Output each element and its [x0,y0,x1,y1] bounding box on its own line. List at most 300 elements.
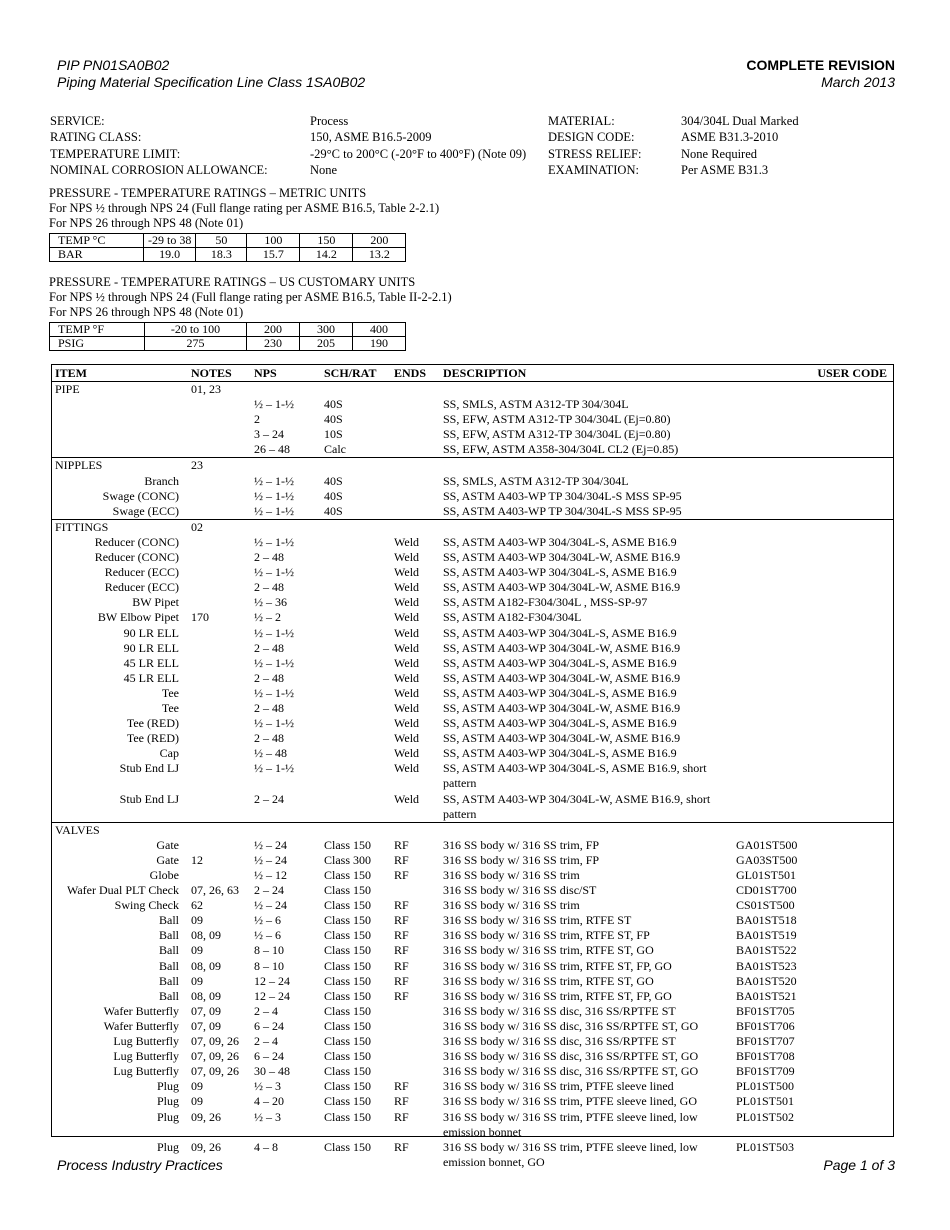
nps-cell: 2 – 48 [254,640,284,655]
user-code-cell [736,701,893,716]
nps-cell: ½ – 24 [254,852,287,867]
sch-rat-cell [324,671,394,686]
table-cell: 200 [353,234,406,248]
sch-rat-cell [324,626,394,641]
user-code-cell [736,641,893,656]
ends-cell: RF [394,1139,409,1154]
description-cell: SS, ASTM A403-WP 304/304L-S, ASME B16.9 [443,625,677,640]
notes-cell: 23 [191,458,254,474]
description-cell: 316 SS body w/ 316 SS trim, RTFE ST, FP, GO [443,988,672,1003]
table-row [52,959,893,974]
nps-cell: 30 – 48 [254,1064,290,1079]
user-code-cell: BA01ST521 [736,988,797,1003]
description-cell: 316 SS body w/ 316 SS trim, RTFE ST, FP [443,928,650,943]
nps-cell: 4 – 8 [254,1139,278,1154]
item-cell: BW Pipet [132,595,179,610]
description-cell: SS, ASTM A403-WP 304/304L-S, ASME B16.9 [443,716,677,731]
table-cell: 18.3 [196,248,247,262]
table-row [52,761,893,791]
item-cell: VALVES [52,822,191,838]
nps-cell: ½ – 2 [254,610,281,625]
user-code-cell: PL01ST503 [736,1139,795,1154]
table-cell: TEMP °F [50,323,145,337]
table-row [52,610,893,625]
item-cell: Globe [149,868,179,882]
ends-cell: RF [394,1079,409,1094]
notes-cell [191,504,254,520]
notes-cell [191,686,254,701]
ends-cell: Weld [394,610,420,625]
sch-rat-cell: Class 150 [324,898,372,913]
table-row [52,1079,893,1094]
user-code-cell: GA01ST500 [736,837,798,852]
table-row [52,1064,893,1079]
ends-cell [394,474,443,489]
rating-class-value: 150, ASME B16.5-2009 [310,130,432,145]
ends-cell [394,1034,443,1049]
nps-cell: ½ – 1-½ [254,565,294,580]
item-cell: Ball [159,943,179,958]
table-row [52,519,893,535]
notes-cell: 07, 09, 26 [191,1064,239,1079]
description-cell: SS, ASTM A403-WP 304/304L-S, ASME B16.9, short pattern [443,761,707,791]
description-cell: SS, ASTM A403-WP TP 304/304L-S MSS SP-95 [443,503,682,518]
description-cell: SS, ASTM A403-WP 304/304L-W, ASME B16.9 [443,550,681,565]
item-cell: NIPPLES [52,458,191,474]
description-cell: 316 SS body w/ 316 SS trim, RTFE ST, GO [443,973,654,988]
description-cell: SS, ASTM A403-WP 304/304L-S, ASME B16.9 [443,685,677,700]
info-left-values [310,113,526,179]
item-cell: Cap [159,746,179,761]
description-cell: SS, ASTM A403-WP TP 304/304L-S MSS SP-95 [443,488,682,503]
notes-cell: 09, 26 [191,1109,221,1124]
description-cell: SS, ASTM A403-WP 304/304L-W, ASME B16.9 [443,700,681,715]
notes-cell [191,580,254,595]
ends-cell [394,883,443,898]
nps-cell: 2 – 4 [254,1034,278,1049]
user-code-cell [736,580,893,595]
item-cell: Swage (CONC) [102,488,179,503]
description-cell: SS, SMLS, ASTM A312-TP 304/304L [443,397,629,412]
user-code-cell [736,746,893,761]
ends-cell: RF [394,1109,409,1124]
notes-cell [191,761,254,791]
ends-cell: Weld [394,716,420,731]
table-row [52,822,893,838]
description-cell [443,519,736,535]
notes-cell: 08, 09 [191,988,221,1003]
notes-cell [191,671,254,686]
user-code-cell [736,656,893,671]
description-cell: SS, ASTM A403-WP 304/304L-S, ASME B16.9 [443,655,677,670]
nps-cell: ½ – 6 [254,913,281,928]
user-code-cell: BA01ST523 [736,958,797,973]
design-code-label: DESIGN CODE: [548,130,635,145]
nps-cell: 2 – 24 [254,791,284,806]
pt-us-title: PRESSURE - TEMPERATURE RATINGS – US CUSTOMARY UNITS [49,275,416,289]
item-cell: Gate [156,852,179,867]
ends-cell: Weld [394,534,420,549]
user-code-cell [736,761,893,791]
ends-cell: RF [394,958,409,973]
sch-rat-cell: Class 150 [324,913,372,928]
nps-cell: ½ – 24 [254,837,287,852]
user-code-cell: GL01ST501 [736,868,796,882]
description-cell: 316 SS body w/ 316 SS trim, PTFE sleeve lined, low emission bonnet [443,1109,698,1139]
table-cell: PSIG [50,337,145,351]
description-cell: 316 SS body w/ 316 SS disc, 316 SS/RPTFE ST [443,1003,676,1018]
table-row [52,474,893,489]
nps-cell [254,458,324,474]
description-cell: 316 SS body w/ 316 SS trim [443,898,580,913]
table-cell: -20 to 100 [145,323,247,337]
sch-rat-cell [324,731,394,746]
document-header-right [746,57,895,91]
user-code-cell [736,626,893,641]
nps-cell: ½ – 1-½ [254,473,294,488]
user-code-cell [736,504,893,520]
description-cell: SS, ASTM A182-F304/304L [443,610,582,625]
table-row [52,671,893,686]
item-cell: Lug Butterfly [113,1034,179,1049]
ends-cell: Weld [394,655,420,670]
table-cell: 190 [353,337,406,351]
table-row [52,974,893,989]
user-code-cell: PL01ST500 [736,1079,795,1094]
description-cell [443,822,736,838]
table-row [52,989,893,1004]
table-row [52,838,893,853]
table-cell: BAR [50,248,144,262]
notes-cell: 07, 09 [191,1003,221,1018]
user-code-cell [736,822,893,838]
doc-id: PIP PN01SA0B02 [57,57,170,73]
design-code-value: ASME B31.3-2010 [681,130,779,145]
col-header-notes: NOTES [191,365,254,382]
notes-cell [191,550,254,565]
sch-rat-cell: Class 150 [324,1079,372,1094]
table-row [52,397,893,412]
table-row [52,792,893,823]
ends-cell [394,412,443,427]
user-code-cell: BA01ST522 [736,943,797,958]
description-cell: 316 SS body w/ 316 SS trim, RTFE ST, FP, GO [443,958,672,973]
description-cell [443,382,736,398]
user-code-cell: CS01ST500 [736,898,795,913]
item-cell [52,397,191,412]
notes-cell: 08, 09 [191,928,221,943]
table-cell: 19.0 [144,248,196,262]
nps-cell: 6 – 24 [254,1018,284,1033]
notes-cell [191,442,254,458]
table-row [52,641,893,656]
table-row [52,427,893,442]
table-row [52,1094,893,1109]
item-cell: Tee (RED) [126,716,179,731]
item-cell: Tee [161,685,179,700]
doc-title: Piping Material Specification Line Class 1SA0B02 [57,74,366,90]
description-cell [443,458,736,474]
nps-cell: ½ – 24 [254,898,287,913]
item-cell: Swing Check [114,898,179,913]
table-body [52,382,893,1170]
nps-cell: 8 – 10 [254,958,284,973]
nps-cell: 2 [254,412,260,427]
item-cell: Gate [156,837,179,852]
table-row [52,442,893,458]
col-header-sch-rat: SCH/RAT [324,365,394,382]
sch-rat-cell: Class 150 [324,1094,372,1109]
notes-cell: 09 [191,913,203,928]
sch-rat-cell [324,716,394,731]
document-header-left [57,57,365,91]
item-cell [52,442,191,458]
ends-cell [394,519,443,535]
sch-rat-cell: Calc [324,442,346,457]
notes-cell: 62 [191,898,203,913]
table-row [52,943,893,958]
table-cell: 150 [300,234,353,248]
ends-cell: RF [394,852,409,867]
examination-value: Per ASME B31.3 [681,163,769,178]
ends-cell: RF [394,913,409,928]
sch-rat-cell [324,701,394,716]
nps-cell: ½ – 3 [254,1079,281,1094]
user-code-cell [736,716,893,731]
table-row [52,731,893,746]
item-cell: Plug [156,1094,179,1109]
nps-cell: ½ – 1-½ [254,655,294,670]
table-row [52,565,893,580]
table-row [52,550,893,565]
ends-cell: RF [394,837,409,852]
table-row [52,580,893,595]
sch-rat-cell: Class 300 [324,852,372,867]
table-cell: 50 [196,234,247,248]
ends-cell: RF [394,898,409,913]
user-code-cell: BA01ST518 [736,913,797,928]
sch-rat-cell [324,565,394,580]
sch-rat-cell: Class 150 [324,1109,372,1124]
col-header-item: ITEM [52,365,191,382]
description-cell: 316 SS body w/ 316 SS trim, RTFE ST [443,913,632,928]
sch-rat-cell: Class 150 [324,943,372,958]
user-code-cell [736,458,893,474]
item-cell: Plug [156,1139,179,1154]
sch-rat-cell [324,580,394,595]
description-cell: SS, ASTM A403-WP 304/304L-S, ASME B16.9 [443,534,677,549]
user-code-cell: BF01ST707 [736,1034,795,1049]
pt-metric-line1: For NPS ½ through NPS 24 (Full flange rating per ASME B16.5, Table 2-2.1) [49,201,440,215]
table-row [52,868,893,883]
table-cell: 100 [247,234,300,248]
user-code-cell [736,792,893,823]
service-value: Process [310,114,349,128]
sch-rat-cell [324,382,394,398]
notes-cell [191,822,254,838]
notes-cell [191,641,254,656]
pt-metric-section [49,186,439,262]
user-code-cell [736,535,893,550]
notes-cell: 01, 23 [191,382,221,396]
sch-rat-cell [324,610,394,625]
pt-metric-pressure-row [50,248,406,262]
sch-rat-cell: Class 150 [324,1049,372,1064]
notes-cell [191,701,254,716]
table-row [52,504,893,520]
item-cell: Wafer Butterfly [103,1018,179,1033]
sch-rat-cell: Class 150 [324,837,372,852]
user-code-cell: PL01ST501 [736,1094,795,1109]
service-label: SERVICE: [50,114,105,128]
nps-cell: ½ – 6 [254,928,281,943]
sch-rat-cell: Class 150 [324,928,372,943]
table-row [52,412,893,427]
user-code-cell: BF01ST706 [736,1018,795,1033]
stress-relief-value: None Required [681,146,758,161]
nps-cell [254,519,324,535]
item-cell: 90 LR ELL [123,625,179,640]
item-cell: Swage (ECC) [112,503,179,518]
nps-cell [254,382,324,398]
description-cell: 316 SS body w/ 316 SS disc/ST [443,883,597,898]
notes-cell: 07, 09 [191,1018,221,1033]
sch-rat-cell: 40S [324,503,343,518]
description-cell: 316 SS body w/ 316 SS trim, RTFE ST, GO [443,943,654,958]
ends-cell: Weld [394,595,420,610]
notes-cell: 09 [191,1094,203,1109]
table-cell: 15.7 [247,248,300,262]
sch-rat-cell: Class 150 [324,973,372,988]
notes-cell [191,565,254,580]
item-cell: 90 LR ELL [123,640,179,655]
table-row [52,686,893,701]
description-cell: 316 SS body w/ 316 SS disc, 316 SS/RPTFE ST, GO [443,1064,699,1079]
nps-cell: 2 – 48 [254,700,284,715]
table-row [52,1004,893,1019]
table-row [52,913,893,928]
pt-us-section [49,275,452,351]
ends-cell: Weld [394,625,420,640]
table-row [52,382,893,398]
item-cell: Ball [159,958,179,973]
user-code-cell [736,686,893,701]
table-row [52,746,893,761]
item-cell: Lug Butterfly [113,1049,179,1064]
description-cell: 316 SS body w/ 316 SS disc, 316 SS/RPTFE ST [443,1034,676,1049]
ends-cell [394,1049,443,1064]
notes-cell: 170 [191,610,209,625]
nps-cell: 2 – 48 [254,670,284,685]
description-cell: SS, ASTM A403-WP 304/304L-W, ASME B16.9 [443,640,681,655]
corrosion-allowance-label: NOMINAL CORROSION ALLOWANCE: [50,163,268,178]
temperature-limit-label: TEMPERATURE LIMIT: [50,146,181,161]
table-row [52,1034,893,1049]
info-left-labels [50,113,268,179]
table-row [52,898,893,913]
notes-cell [191,656,254,671]
notes-cell: 07, 26, 63 [191,883,239,898]
pt-metric-temp-row [50,234,406,248]
pt-us-line1: For NPS ½ through NPS 24 (Full flange rating per ASME B16.5, Table II-2-2.1) [49,290,452,304]
table-row [52,853,893,868]
sch-rat-cell: Class 150 [324,883,372,898]
sch-rat-cell [324,686,394,701]
sch-rat-cell [324,792,394,823]
col-header-ends: ENDS [394,365,443,382]
table-row [52,595,893,610]
notes-cell [191,731,254,746]
ends-cell: Weld [394,761,420,776]
item-cell [52,427,191,442]
item-cell: Tee (RED) [126,731,179,746]
notes-cell [191,397,254,412]
item-cell: Stub End LJ [119,791,179,806]
item-cell: Plug [156,1079,179,1094]
nps-cell: 2 – 4 [254,1003,278,1018]
notes-cell [191,595,254,610]
ends-cell [394,427,443,442]
item-cell: Branch [144,473,179,488]
item-cell: Wafer Butterfly [103,1003,179,1018]
sch-rat-cell: Class 150 [324,1018,372,1033]
description-cell: SS, ASTM A403-WP 304/304L-W, ASME B16.9 [443,670,681,685]
footer-left: Process Industry Practices [57,1157,223,1173]
pt-us-pressure-row [50,337,406,351]
nps-cell: ½ – 1-½ [254,488,294,503]
user-code-cell: BF01ST705 [736,1003,795,1018]
ends-cell [394,1019,443,1034]
nps-cell: 12 – 24 [254,973,290,988]
notes-cell [191,838,254,853]
pt-us-table [49,322,406,351]
ends-cell [394,397,443,412]
ends-cell: RF [394,943,409,958]
table-cell: 14.2 [300,248,353,262]
notes-cell [191,427,254,442]
pt-us-temp-row [50,323,406,337]
user-code-cell [736,550,893,565]
table-cell: 230 [247,337,300,351]
table-row [52,489,893,504]
sch-rat-cell [324,595,394,610]
nps-cell: 3 – 24 [254,427,284,442]
item-cell [52,412,191,427]
table-cell: 400 [353,323,406,337]
table-row [52,626,893,641]
nps-cell: 8 – 10 [254,943,284,958]
table-cell: -29 to 38 [144,234,196,248]
pt-metric-line2: For NPS 26 through NPS 48 (Note 01) [49,216,244,230]
sch-rat-cell: Class 150 [324,1139,372,1154]
notes-cell [191,746,254,761]
ends-cell: Weld [394,791,420,806]
user-code-cell [736,412,893,427]
sch-rat-cell [324,656,394,671]
sch-rat-cell: Class 150 [324,868,372,882]
notes-cell: 07, 09, 26 [191,1049,239,1064]
ends-cell: Weld [394,731,420,746]
ends-cell: RF [394,868,409,882]
rating-class-label: RATING CLASS: [50,130,142,145]
user-code-cell: PL01ST502 [736,1109,795,1124]
notes-cell: 07, 09, 26 [191,1034,239,1049]
user-code-cell [736,397,893,412]
sch-rat-cell: Class 150 [324,958,372,973]
item-cell: Reducer (CONC) [94,550,179,565]
sch-rat-cell: Class 150 [324,1003,372,1018]
description-cell: SS, SMLS, ASTM A312-TP 304/304L [443,473,629,488]
